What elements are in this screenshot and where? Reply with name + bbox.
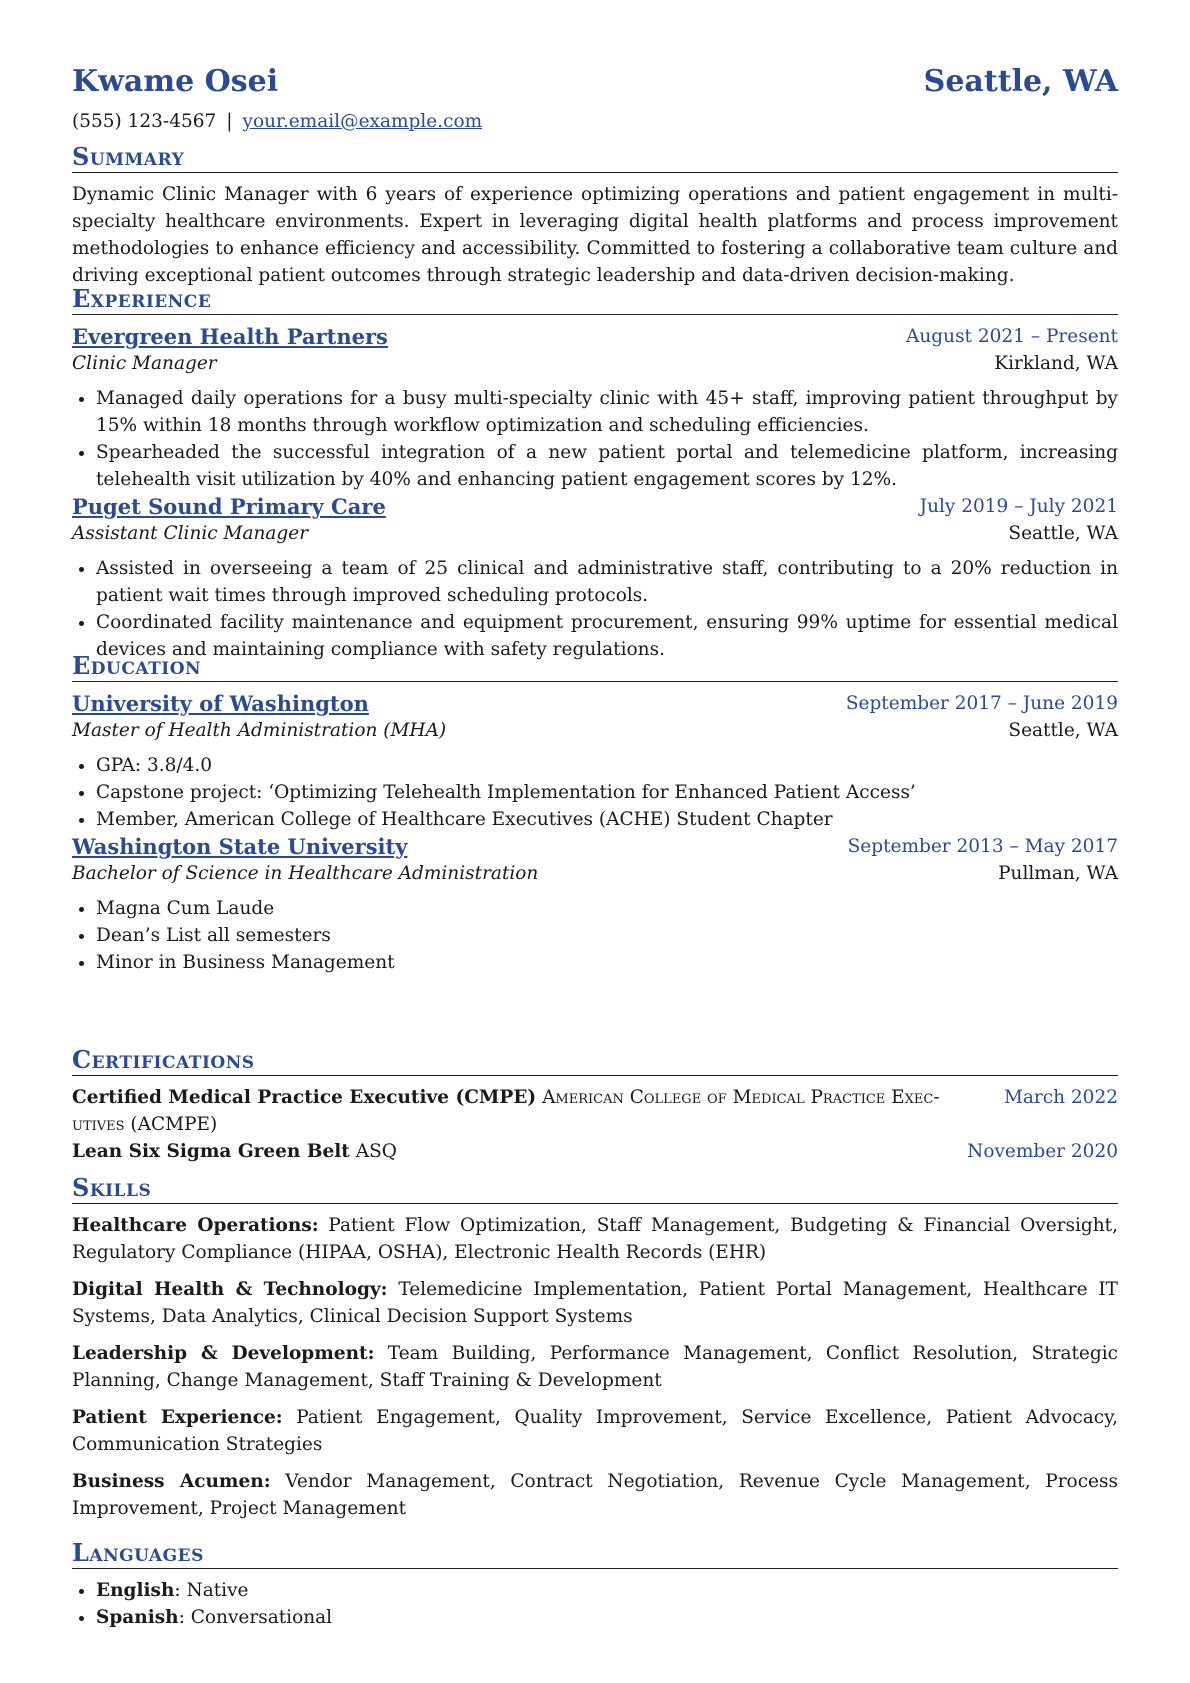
education-detail-item: • Minor in Business Management [96, 949, 1118, 976]
summary-section [72, 142, 1118, 289]
education-detail-item: • Magna Cum Laude [96, 895, 1118, 922]
school-link[interactable]: University of Washington [72, 691, 369, 716]
skill-category: Digital Health & Technology: [72, 1279, 388, 1300]
education-detail-list [72, 895, 1118, 976]
education-detail-item: • Dean’s List all semesters [96, 922, 1118, 949]
job-title: Clinic Manager [72, 353, 217, 374]
school-link[interactable]: Washington State University [72, 834, 408, 859]
skill-category: Healthcare Operations: [72, 1215, 319, 1236]
achievement-item: • Assisted in overseeing a team of 25 clinical and administrative staff, contributing to a 20% reduction in patient wait times through improved scheduling protocols. [96, 555, 1118, 609]
section-title-languages: Languages [72, 1538, 1118, 1569]
phone-number: (555) 123-4567 [72, 111, 217, 132]
experience-entry [72, 493, 1118, 663]
summary-text: Dynamic Clinic Manager with 6 years of experience optimizing operations and patient engagement in multi-specialty healthcare environments. Expert in leveraging digital health platforms and process improvement methodologies to enhance efficiency and accessibility. Committed to fostering a collaborative team culture and driving exceptional patient outcomes through strategic leadership and data-driven decision-making. [72, 184, 1118, 286]
skill-list: Patient Flow Optimization, Staff Management, Budgeting & Financial Oversight, Regulatory Compliance (HIPAA, OSHA), Electronic Health Records (EHR) [72, 1215, 1118, 1263]
job-location: Seattle, WA [1008, 523, 1118, 544]
contact-separator: | [226, 111, 233, 132]
skill-list: Team Building, Performance Management, Conflict Resolution, Strategic Planning, Change Management, Staff Training & Development [72, 1343, 1119, 1391]
languages-section [72, 1538, 1118, 1631]
job-location: Kirkland, WA [994, 353, 1118, 374]
skill-list: Patient Engagement, Quality Improvement, Service Excellence, Patient Advocacy, Communication Strategies [72, 1407, 1118, 1455]
achievement-item: • Managed daily operations for a busy multi-specialty clinic with 45+ staff, improving patient throughput by 15% within 18 months through workflow optimization and scheduling efficiencies. [96, 385, 1118, 439]
education-detail-item: • Capstone project: ‘Optimizing Telehealth Implementation for Enhanced Patient Access’ [96, 779, 1118, 806]
skill-category: Patient Experience: [72, 1407, 283, 1428]
certification-issuer: American College of Medical Practice Exec- [542, 1087, 940, 1108]
skill-group [72, 1212, 1118, 1266]
certification-date: March 2022 [1003, 1087, 1118, 1108]
skill-list: Telemedicine Implementation, Patient Portal Management, Healthcare IT Systems, Data Analytics, Clinical Decision Support Systems [72, 1279, 1119, 1327]
skill-group [72, 1276, 1118, 1330]
language-item [96, 1577, 1118, 1604]
study-dates: September 2013 – May 2017 [847, 836, 1118, 857]
skill-category: Leadership & Development: [72, 1343, 375, 1364]
section-title-summary: Summary [72, 142, 1118, 173]
certification-issuer: ASQ [355, 1141, 397, 1162]
language-level: : Native [174, 1580, 249, 1601]
skill-group [72, 1404, 1118, 1458]
language-item [96, 1604, 1118, 1631]
experience-section [72, 284, 1118, 663]
certifications-section [72, 1045, 1118, 1165]
skill-group [72, 1468, 1118, 1522]
degree: Bachelor of Science in Healthcare Administration [72, 863, 539, 884]
achievement-list [72, 555, 1118, 663]
language-level: : Conversational [178, 1607, 333, 1628]
study-dates: September 2017 – June 2019 [845, 693, 1118, 714]
job-title: Assistant Clinic Manager [72, 523, 309, 544]
certification-issuer-continued: utives (ACMPE) [72, 1114, 218, 1135]
email-link[interactable]: your.email@example.com [242, 111, 483, 132]
certification-item [72, 1084, 1118, 1138]
education-entry [72, 833, 1118, 976]
section-title-education: Education [72, 651, 1118, 682]
employment-dates: August 2021 – Present [906, 326, 1118, 347]
achievement-list [72, 385, 1118, 493]
education-detail-item: • GPA: 3.8/4.0 [96, 752, 1118, 779]
school-location: Pullman, WA [998, 863, 1118, 884]
achievement-item: • Spearheaded the successful integration of a new patient portal and telemedicine platform, increasing telehealth visit utilization by 40% and enhancing patient engagement scores by 12%. [96, 439, 1118, 493]
certification-name: Lean Six Sigma Green Belt [72, 1141, 350, 1162]
certification-name: Certified Medical Practice Executive (CMPE) [72, 1087, 537, 1108]
employment-dates: July 2019 – July 2021 [919, 496, 1118, 517]
education-detail-item: • Member, American College of Healthcare Executives (ACHE) Student Chapter [96, 806, 1118, 833]
education-detail-list [72, 752, 1118, 833]
skill-list: Vendor Management, Contract Negotiation, Revenue Cycle Management, Process Improvement, Project Management [72, 1471, 1118, 1519]
skill-category: Business Acumen: [72, 1471, 271, 1492]
degree: Master of Health Administration (MHA) [72, 720, 447, 741]
education-entry [72, 690, 1118, 833]
candidate-name: Kwame Osei [72, 64, 279, 99]
language-name: English [96, 1580, 175, 1601]
skills-section [72, 1173, 1118, 1532]
language-list [72, 1577, 1118, 1631]
achievement-item: • Coordinated facility maintenance and equipment procurement, ensuring 99% uptime for essential medical devices and maintaining compliance with safety regulations. [96, 609, 1118, 663]
skill-group [72, 1340, 1118, 1394]
employer-link[interactable]: Evergreen Health Partners [72, 324, 388, 349]
section-title-certifications: Certifications [72, 1045, 1118, 1076]
contact-line [72, 108, 482, 135]
school-location: Seattle, WA [1008, 720, 1118, 741]
language-name: Spanish [96, 1607, 179, 1628]
section-title-experience: Experience [72, 284, 1118, 315]
experience-entry [72, 323, 1118, 493]
candidate-location: Seattle, WA [923, 64, 1118, 99]
certification-date: November 2020 [967, 1141, 1118, 1162]
employer-link[interactable]: Puget Sound Primary Care [72, 494, 386, 519]
section-title-skills: Skills [72, 1173, 1118, 1204]
certification-item [72, 1138, 1118, 1165]
education-section [72, 651, 1118, 976]
